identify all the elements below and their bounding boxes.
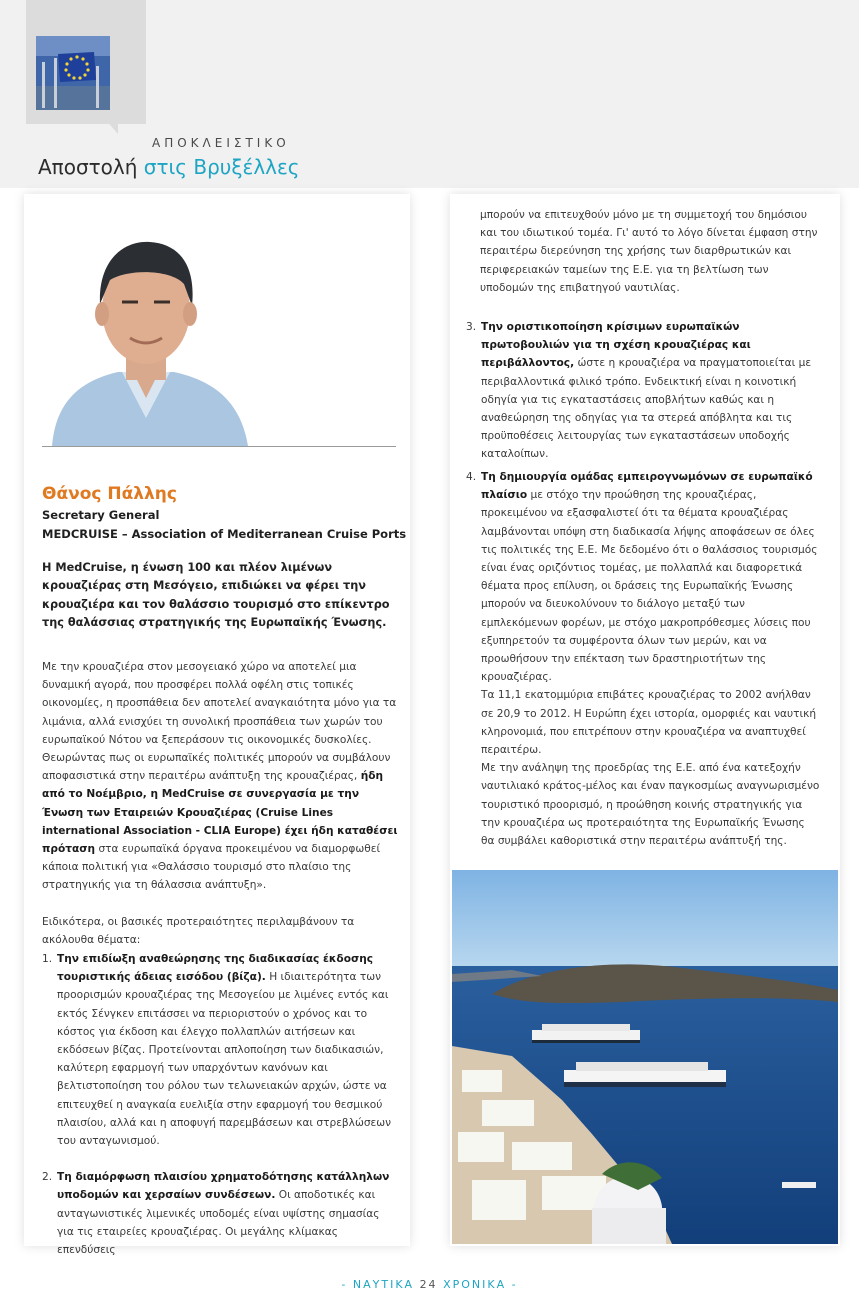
list-item <box>42 1168 398 1259</box>
cruise-ship <box>532 1024 640 1043</box>
cruise-ship <box>564 1062 726 1087</box>
page-number: 24 <box>419 1278 438 1291</box>
priorities-list-right-4 <box>466 468 820 850</box>
body-paragraph: Ειδικότερα, οι βασικές προτεραιότητες περιλαμβάνουν τα ακόλουθα θέματα: <box>42 915 355 946</box>
body-paragraph <box>42 749 398 895</box>
section-title-main: Αποστολή <box>38 155 138 179</box>
priorities-list-left <box>42 950 398 1259</box>
body-paragraph: Τα 11,1 εκατομμύρια επιβάτες κρουαζιέρας το 2002 ανήλθαν σε 20,9 το 2012. Η Ευρώπη έχει ιστορία, ομορφιές και ναυτική κληρονομιά, που επιτρέπουν στην κρουαζιέρα να αναπτυχθεί περαιτέρω. <box>481 689 817 757</box>
list-item <box>466 468 820 850</box>
list-item-number: 4. <box>466 471 477 483</box>
body-text: Θεωρώντας πως οι ευρωπαϊκές πολιτικές μπορούν να συμβάλουν αποφασιστικά στην περαιτέρω ανάπτυξη της κρουαζιέρας, <box>42 752 391 783</box>
list-item-text: ώστε η κρουαζιέρα να πραγματοποιείται με περιβαλλοντικά φιλικό τρόπο. Ενδεικτική είναι η κοινοτική οδηγία για τις εγκαταστάσεις αποβλήτων καθώς και η αναθεώρηση της οδηγίας για τα στερεά απόβλητα και τις προϋποθέσεις λειτουργίας των εγκαταστάσεων υποδοχής καταλοίπων. <box>481 357 812 461</box>
santorini-photo <box>452 870 838 1244</box>
footer-left: - ΝΑΥΤΙΚΑ <box>341 1278 415 1291</box>
left-body <box>42 658 398 949</box>
header-box-tail <box>104 118 118 134</box>
body-paragraph: Με την κρουαζιέρα στον μεσογειακό χώρο να αποτελεί μια δυναμική αγορά, που προσφέρει πολλά οφέλη στις τοπικές οικονομίες, η προσπάθεια δεν αποτελεί αναγκαιότητα μόνο για τα λιμάνια, αλλά ενισχύει τη συνολική προσπάθεια των χωρών του ευρωπαϊκού Νότου να ξεπεράσουν τις οικονομικές δυσκολίες. <box>42 661 397 746</box>
body-bold-text: ήδη από το Νοέμβριο, η MedCruise σε συνεργασία με την Ένωση των Εταιρειών Κρουαζιέρας (Cruise Lines international Association - CLIA Europe) έχει ήδη καταθέσει πρόταση <box>42 770 398 856</box>
list-item-continued: μπορούν να επιτευχθούν μόνο με τη συμμετοχή του δημόσιου και του ιδιωτικού τομέα. Γι' αυτό το λόγο δίνεται έμφαση στην περαιτέρω διερεύνηση της χρήσης των διαρθρωτικών και περιφερειακών ταμείων της Ε.Ε. για τη βελτίωση των υποδομών της επιβατηγού ναυτιλίας. <box>480 209 818 294</box>
profile-name: Θάνος Πάλλης <box>42 484 177 504</box>
section-title <box>38 155 300 179</box>
section-kicker: ΑΠΟΚΛΕΙΣΤΙΚΟ <box>152 136 290 150</box>
list-item-heading: Την οριστικοποίηση κρίσιμων ευρωπαϊκών πρωτοβουλιών για τη σχέση κρουαζιέρας και περιβάλλοντος, <box>481 321 751 370</box>
list-item <box>42 950 398 1150</box>
footer-right: ΧΡΟΝΙΚΑ - <box>443 1278 518 1291</box>
portrait-divider <box>42 446 396 447</box>
portrait-photo <box>44 222 248 446</box>
list-item-number: 1. <box>42 953 53 965</box>
body-paragraph: Με την ανάληψη της προεδρίας της Ε.Ε. από ένα κατεξοχήν ναυτιλιακό κράτος-μέλος και έναν παγκοσμίως αναγνωρισμένο τουριστικό προορισμό, η προώθηση κοινής στρατηγικής για την κρουαζιέρα ως προτεραιότητα της Ευρωπαϊκής Ένωσης θα συμβάλει καθοριστικά στην περαιτέρω ανάπτυξή της. <box>481 762 820 848</box>
section-title-accent: στις Βρυξέλλες <box>143 155 300 179</box>
eu-flag-icon <box>36 36 110 110</box>
lead-paragraph: Η MedCruise, η ένωση 100 και πλέον λιμένων κρουαζιέρας στη Μεσόγειο, επιδιώκει να φέρει την κρουαζιέρα και τον θαλάσσιο τουρισμό στο επίκεντρο της θαλάσσιας στρατηγικής της Ευρωπαϊκής Ένωσης. <box>42 561 390 630</box>
priorities-list-right-3 <box>466 318 820 464</box>
profile-organization: MEDCRUISE – Association of Mediterranean Cruise Ports <box>42 527 407 541</box>
list-item-text: με στόχο την προώθηση της κρουαζιέρας, προκειμένου να εξασφαλιστεί ότι τα θέματα κρουαζιέρας λαμβάνονται υπόψη στη διαδικασία λήψης αποφάσεων σε όλες τις πολιτικές της Ε.Ε. Με δεδομένο ότι ο θαλάσσιος τουρισμός είναι ένας οριζόντιος τομέας, με πολλαπλά και διαφορετικά θέματα προς επίλυση, οι δράσεις της Ευρωπαϊκής Ένωσης μπορούν να διευκολύνουν το διάλογο μεταξύ των εμπλεκόμενων φορέων, με στόχο μακροπρόθεσμες λύσεις που εξυπηρετούν τα συμφέροντα όλων των μερών, και να προωθήσουν την επέκταση των δραστηριοτήτων της κρουαζιέρας. <box>481 489 818 684</box>
body-text: στα ευρωπαϊκά όργανα προκειμένου να διαμορφωθεί κάποια πολιτική για «Θαλάσσιο τουρισμό στο πλαίσιο της στρατηγικής για τη θάλασσια ανάπτυξη». <box>42 843 381 892</box>
list-item-number: 2. <box>42 1171 53 1184</box>
list-item-text: Η ιδιαιτερότητα των προορισμών κρουαζιέρας της Μεσογείου με λιμένες εντός και εκτός Σένγκεν επιτάσσει να περιοριστούν ο χρόνος και το κόστος για έκδοση και έλεγχο πολλαπλών αιτήσεων και εκδόσεων βίζας. Προτείνονται απλοποίηση των διαδικασιών, καλύτερη εφαρμογή των υπαρχόντων κανόνων και βελτιστοποίηση του ρόλου των τελωνειακών αρχών, ώστε να επιτευχθεί η αναγκαία ευελιξία στην εφαρμογή του θεσμικού πλαισίου, αλλά και η αποφυγή παρεμβάσεων και στρεβλώσεων του ανταγωνισμού. <box>57 971 392 1148</box>
profile-role: Secretary General <box>42 508 160 522</box>
list-item-heading: Την επιδίωξη αναθεώρησης της διαδικασίας έκδοσης τουριστικής άδειας εισόδου (βίζα). <box>57 953 374 984</box>
list-item-heading: Τη δημιουργία ομάδας εμπειρογνωμόνων σε ευρωπαϊκό πλαίσιο <box>481 471 813 502</box>
list-item <box>466 318 820 464</box>
list-item-heading: Τη διαμόρφωση πλαισίου χρηματοδότησης κατάλληλων υποδομών και χερσαίων συνδέσεων. <box>57 1171 390 1202</box>
list-item-number: 3. <box>466 321 477 333</box>
list-item-text: Οι αποδοτικές και ανταγωνιστικές λιμενικές υποδομές είναι υψίστης σημασίας για τις εταιρείες κρουαζιέρας. Οι μεγάλης κλίμακας επενδύσεις <box>57 1189 380 1257</box>
page-footer <box>0 1278 859 1291</box>
